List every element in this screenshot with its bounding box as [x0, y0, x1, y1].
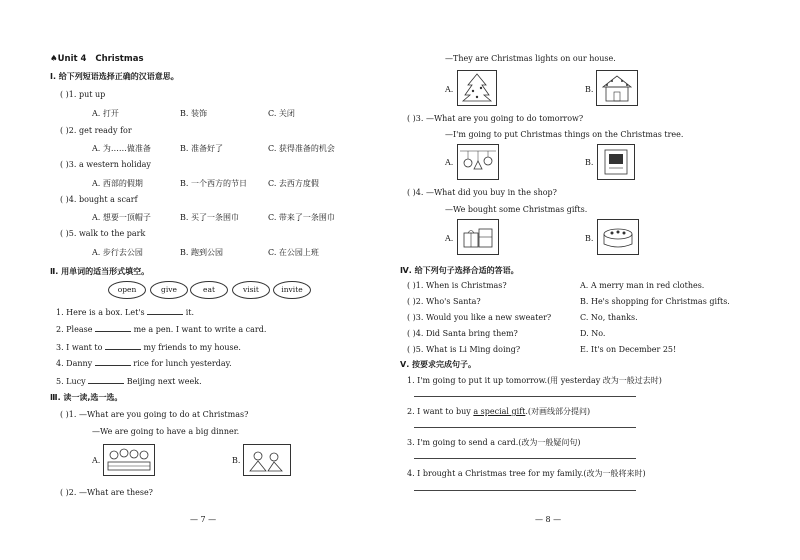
- section-5-heading: Ⅴ. 按要求完成句子。: [400, 360, 477, 369]
- s2-blank-4[interactable]: [95, 357, 131, 366]
- s4-ans-e[interactable]: E. It's on December 25!: [580, 345, 677, 354]
- cake-picture-icon[interactable]: [597, 219, 639, 255]
- s1-q2-b[interactable]: B. 准备好了: [180, 144, 223, 153]
- house-with-lights-icon: [597, 71, 637, 105]
- section-2-heading: Ⅱ. 用单词的适当形式填空。: [50, 267, 150, 276]
- unit-label: Unit 4: [57, 54, 87, 64]
- ornaments-picture-icon[interactable]: [457, 144, 499, 180]
- s1-q5-c[interactable]: C. 在公园上班: [268, 248, 319, 257]
- s1-q2: ( )2. get ready for: [60, 126, 132, 135]
- s3-q1-opt-a[interactable]: A.: [92, 456, 101, 465]
- s3-q3: ( )3. —What are you going to do tomorrow?: [407, 114, 584, 123]
- s2-item-4-post: rice for lunch yesterday.: [133, 359, 232, 368]
- christmas-tree-icon: [458, 71, 496, 105]
- s3-q2-opt-b[interactable]: B.: [585, 85, 594, 94]
- s1-q1-c[interactable]: C. 关闭: [268, 109, 295, 118]
- party-picture-icon[interactable]: [243, 444, 291, 476]
- s1-q3-c[interactable]: C. 去西方度假: [268, 179, 319, 188]
- s1-q4-b[interactable]: B. 买了一条围巾: [180, 213, 239, 222]
- s2-item-2: [56, 323, 266, 334]
- s5-item-2-underlined: a special gift: [473, 407, 526, 416]
- s3-q3-opt-b[interactable]: B.: [585, 158, 594, 167]
- s5-answer-line-4[interactable]: [414, 490, 636, 491]
- s5-item-4: [407, 468, 646, 479]
- s3-q3-opt-a[interactable]: A.: [445, 158, 454, 167]
- s3-q2-opt-a[interactable]: A.: [445, 85, 454, 94]
- s2-blank-1[interactable]: [147, 306, 183, 315]
- s2-item-3: [56, 341, 241, 352]
- s1-q5-b[interactable]: B. 跑到公园: [180, 248, 223, 257]
- word-cloud-visit: visit: [232, 281, 270, 299]
- s2-item-5-post: Beijing next week.: [126, 377, 202, 386]
- s5-item-2: [407, 406, 590, 417]
- christmas-cake-icon: [598, 220, 638, 254]
- s5-item-4-text: 4. I brought a Christmas tree for my family.: [407, 469, 584, 478]
- s3-q4-opt-a[interactable]: A.: [445, 234, 454, 243]
- s4-q1: ( )1. When is Christmas?: [407, 281, 507, 290]
- s5-item-3: [407, 437, 581, 448]
- christmas-tree-picture-icon[interactable]: [457, 70, 497, 106]
- s5-item-1: [407, 375, 662, 386]
- s4-ans-d[interactable]: D. No.: [580, 329, 606, 338]
- s5-item-3-note: (改为一般疑问句): [518, 438, 581, 447]
- s2-item-3-post: my friends to my house.: [143, 343, 241, 352]
- spade-icon: ♠: [50, 54, 58, 64]
- s1-q2-c[interactable]: C. 获得准备的机会: [268, 144, 335, 153]
- s2-item-1-post: it.: [185, 308, 195, 317]
- s3-q1-answer: —We are going to have a big dinner.: [92, 427, 240, 436]
- word-cloud-eat: eat: [190, 281, 228, 299]
- unit-name: Christmas: [95, 54, 144, 64]
- page-number-left: — 7 —: [190, 515, 217, 524]
- s3-q1: ( )1. —What are you going to do at Christmas?: [60, 410, 249, 419]
- word-cloud-give: give: [150, 281, 188, 299]
- christmas-card-icon: [598, 145, 634, 179]
- page-number-right: — 8 —: [535, 515, 562, 524]
- s3-q3-answer: —I'm going to put Christmas things on the Christmas tree.: [445, 130, 684, 139]
- section-4-heading: Ⅳ. 给下列句子选择合适的答语。: [400, 266, 519, 275]
- s5-item-2-note: (对画线部分提问): [527, 407, 591, 416]
- s3-q2-answer: —They are Christmas lights on our house.: [445, 54, 616, 63]
- s5-item-1-text: 1. I'm going to put it up tomorrow.: [407, 376, 548, 385]
- s2-blank-2[interactable]: [95, 323, 131, 332]
- s5-item-3-text: 3. I'm going to send a card.: [407, 438, 519, 447]
- s5-item-4-note: (改为一般将来时): [583, 469, 646, 478]
- section-3-heading: Ⅲ. 读一读,选一选。: [50, 393, 123, 402]
- s2-item-3-pre: 3. I want to: [56, 343, 103, 352]
- s1-q1-b[interactable]: B. 装饰: [180, 109, 207, 118]
- s1-q5: ( )5. walk to the park: [60, 229, 146, 238]
- s4-ans-b[interactable]: B. He's shopping for Christmas gifts.: [580, 297, 730, 306]
- s2-item-2-post: me a pen. I want to write a card.: [133, 325, 267, 334]
- ornaments-icon: [458, 145, 498, 179]
- s4-ans-c[interactable]: C. No, thanks.: [580, 313, 638, 322]
- card-picture-icon[interactable]: [597, 144, 635, 180]
- s4-q4: ( )4. Did Santa bring them?: [407, 329, 518, 338]
- section-1-heading: Ⅰ. 给下列短语选择正确的汉语意思。: [50, 72, 179, 81]
- s1-q4-c[interactable]: C. 带来了一条围巾: [268, 213, 335, 222]
- s3-q4-answer: —We bought some Christmas gifts.: [445, 205, 588, 214]
- s4-q5: ( )5. What is Li Ming doing?: [407, 345, 521, 354]
- gifts-picture-icon[interactable]: [457, 219, 499, 255]
- s5-answer-line-1[interactable]: [414, 396, 636, 397]
- s5-item-2-post: .: [525, 407, 528, 416]
- s1-q5-a[interactable]: A. 步行去公园: [92, 248, 143, 257]
- s5-answer-line-2[interactable]: [414, 427, 636, 428]
- s3-q1-opt-b[interactable]: B.: [232, 456, 241, 465]
- s1-q4-a[interactable]: A. 想要一顶帽子: [92, 213, 151, 222]
- s3-q2: ( )2. —What are these?: [60, 488, 153, 497]
- s2-item-4: [56, 357, 232, 368]
- s5-answer-line-3[interactable]: [414, 458, 636, 459]
- s1-q4: ( )4. bought a scarf: [60, 195, 138, 204]
- gift-boxes-icon: [458, 220, 498, 254]
- s1-q1: ( )1. put up: [60, 90, 106, 99]
- s2-item-4-pre: 4. Danny: [56, 359, 93, 368]
- people-party-icon: [244, 445, 290, 475]
- house-lights-picture-icon[interactable]: [596, 70, 638, 106]
- s1-q1-a[interactable]: A. 打开: [92, 109, 119, 118]
- s1-q3-b[interactable]: B. 一个西方的节日: [180, 179, 247, 188]
- dinner-table-picture-icon[interactable]: [103, 444, 155, 476]
- s4-q2: ( )2. Who's Santa?: [407, 297, 481, 306]
- s5-item-2-pre: 2. I want to buy: [407, 407, 474, 416]
- unit-title: [50, 54, 144, 64]
- s1-q2-a[interactable]: A. 为……做准备: [92, 144, 151, 153]
- s4-q3: ( )3. Would you like a new sweater?: [407, 313, 552, 322]
- s2-item-2-pre: 2. Please: [56, 325, 93, 334]
- s5-item-1-note: (用 yesterday 改为一般过去时): [547, 376, 662, 385]
- s2-item-1: [56, 306, 194, 317]
- s1-q3: ( )3. a western holiday: [60, 160, 151, 169]
- s2-blank-3[interactable]: [105, 341, 141, 350]
- s2-item-5-pre: 5. Lucy: [56, 377, 86, 386]
- s1-q3-a[interactable]: A. 西部的假期: [92, 179, 143, 188]
- s2-item-5: [56, 375, 202, 386]
- family-dinner-icon: [104, 445, 154, 475]
- word-cloud-invite: invite: [273, 281, 311, 299]
- word-cloud-open: open: [108, 281, 146, 299]
- s3-q4-opt-b[interactable]: B.: [585, 234, 594, 243]
- s3-q4: ( )4. —What did you buy in the shop?: [407, 188, 557, 197]
- s4-ans-a[interactable]: A. A merry man in red clothes.: [580, 281, 705, 290]
- s2-item-1-pre: 1. Here is a box. Let's: [56, 308, 145, 317]
- s2-blank-5[interactable]: [88, 375, 124, 384]
